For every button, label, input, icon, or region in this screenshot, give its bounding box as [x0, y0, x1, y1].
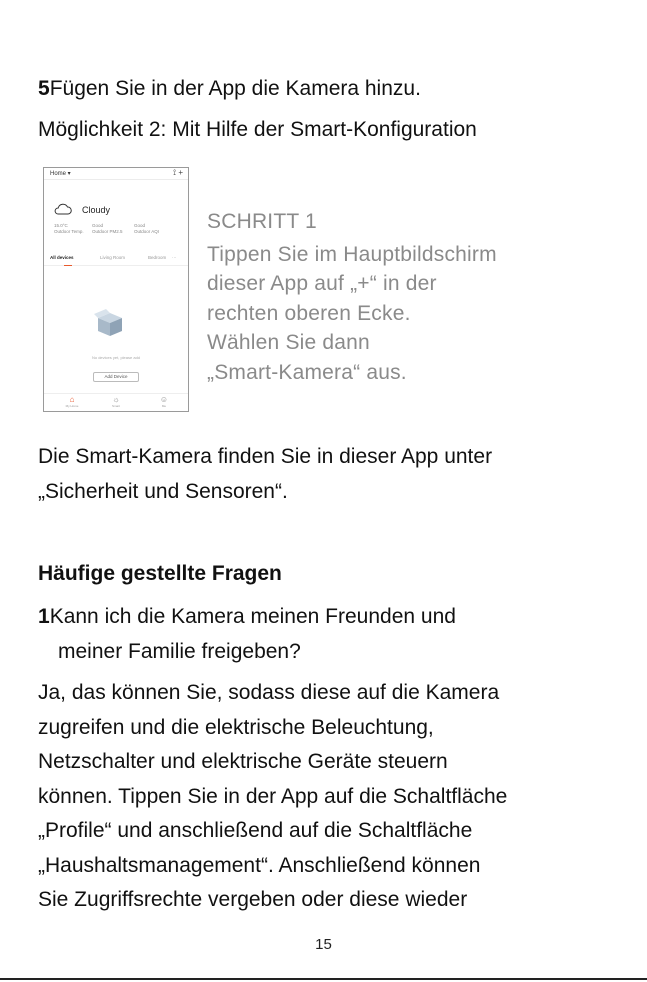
- step-number: 5: [38, 77, 50, 100]
- tab-all-devices: All devices: [50, 255, 74, 260]
- room-tabs: [44, 252, 188, 266]
- app-screenshot: [43, 167, 189, 412]
- tab-living-room: Living Room: [100, 255, 126, 260]
- nav-smart: ☼ Smart: [106, 395, 126, 408]
- smart-camera-note: Die Smart-Kamera finden Sie in dieser App unter „Sicherheit und Sensoren“.: [38, 445, 493, 503]
- no-devices-text: No devices yet, please add: [91, 355, 141, 360]
- add-icon: ⟟ +: [173, 168, 183, 177]
- schritt-line: „Smart-Kamera“ aus.: [207, 361, 407, 384]
- schritt-heading: SCHRITT 1: [207, 210, 317, 233]
- active-tab-indicator: [64, 265, 72, 266]
- tab-bedroom: Bedroom: [148, 255, 167, 260]
- step-5-text: Fügen Sie in der App die Kamera hinzu.: [49, 77, 421, 100]
- nav-me: ☺ Me: [154, 395, 174, 408]
- step-5-line: [38, 77, 421, 101]
- weather-label: Cloudy: [82, 205, 111, 215]
- home-icon: ⌂: [69, 395, 75, 404]
- schritt-line: dieser App auf „+“ in der: [207, 272, 437, 295]
- add-device-button: Add Device: [93, 372, 139, 382]
- cloud-icon: [54, 203, 72, 215]
- schritt-line: Wählen Sie dann: [207, 331, 370, 354]
- bottom-nav: [44, 393, 188, 411]
- me-icon: ☺: [159, 395, 169, 404]
- faq-heading: Häufige gestellte Fragen: [38, 562, 282, 585]
- faq-answer-1: Ja, das können Sie, sodass diese auf die Kamera zugreifen und die elektrische Beleuchtung, Netzschalter und elektrische Geräte steuern können. Tippen Sie in der App auf die Schaltfläche „Profile“ und anschließend auf die Schaltfläche „Haushaltsmanagement“. Anschließend können Sie Zugriffsrechte vergeben oder diese wieder: [38, 681, 508, 911]
- page-number: 15: [315, 936, 332, 953]
- stat-aqi: Good Outdoor AQI: [134, 223, 160, 234]
- option-2-heading: Möglichkeit 2: Mit Hilfe der Smart-Konfiguration: [38, 118, 477, 141]
- nav-my-home: ⌂ My Home: [62, 395, 82, 408]
- tab-more: ···: [172, 255, 177, 260]
- home-selector: Home ▾: [50, 171, 71, 177]
- stat-pm25: Good Outdoor PM2.5: [92, 223, 123, 234]
- empty-box-icon: [92, 308, 128, 338]
- faq-question-1: 1Kann ich die Kamera meinen Freunden und meiner Familie freigeben?: [38, 605, 456, 663]
- weather-stats: [50, 223, 184, 237]
- smart-icon: ☼: [112, 395, 120, 404]
- stat-temp: 15.0°C Outdoor Temp.: [54, 223, 84, 234]
- footer-rule: [0, 978, 647, 980]
- question-number: 1: [38, 605, 50, 628]
- schritt-line: rechten oberen Ecke.: [207, 302, 411, 325]
- schritt-line: Tippen Sie im Hauptbildschirm: [207, 243, 497, 266]
- app-top-bar: [44, 168, 188, 180]
